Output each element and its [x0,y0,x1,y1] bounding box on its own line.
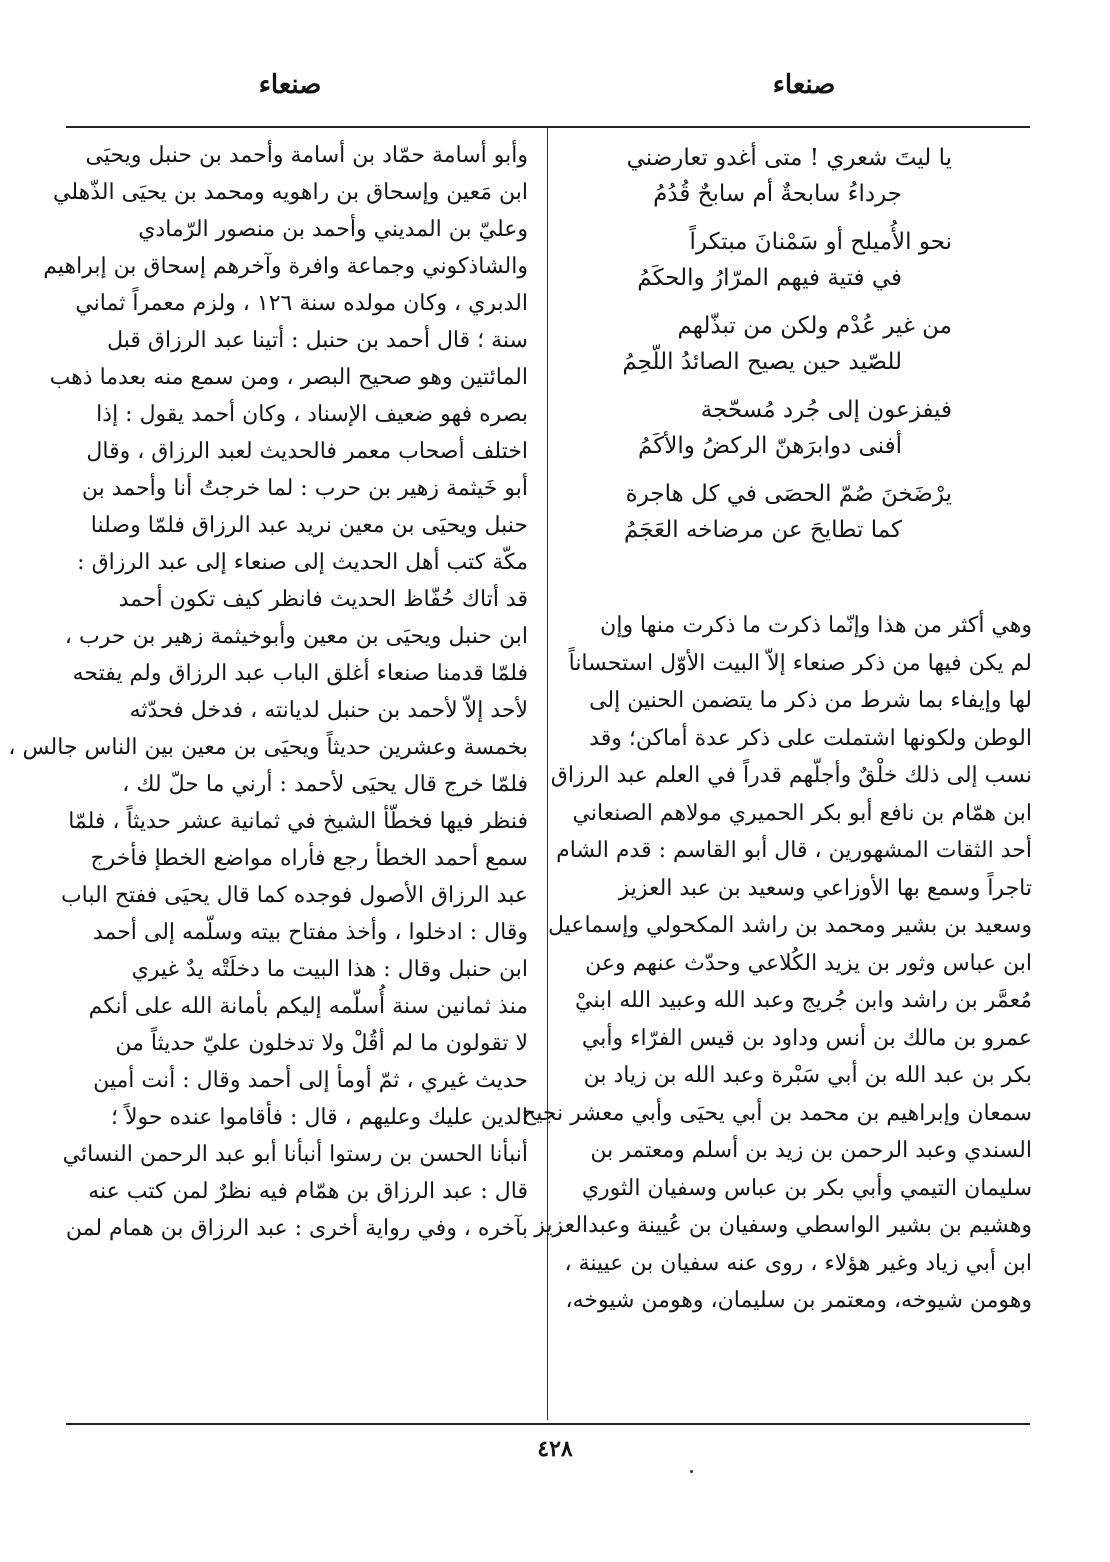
text-line: وهومن شيوخه، ومعتمر بن سليمان، وهومن شيوخه، [565,1288,1032,1313]
text-line: المائتين وهو صحيح البصر ، ومن سمع منه بعدما ذهب [49,365,528,390]
text-line: سليمان التيمي وأبي بكر بن عباس وسفيان الثوري [581,1175,1032,1201]
text-line: وهي أكثر من هذا وإنّما ذكرت ما ذكرت منها وإن [600,613,1032,638]
poem-verse [572,392,952,464]
text-line: مكّة كتب أهل الحديث إلى صنعاء إلى عبد الرزاق : [77,550,528,575]
text-line: لم يكن فيها من ذكر صنعاء إلاّ البيت الأوّل استحساناً [568,650,1032,676]
text-line: فنظر فيها فخطّأ الشيخ في ثمانية عشر حديثاً ، فلمّا [68,809,528,834]
verse-first-hemistich: نحو الأُميلح أو سَمْنانَ مبتكراً [689,229,952,255]
text-line: ابن أبي زياد وغير هؤلاء ، روى عنه سفيان بن عيينة ، [564,1250,1032,1276]
text-line: منذ ثمانين سنة أُسلّمه إليكم بأمانة الله على أنكم [88,994,528,1019]
text-line: ابن حنبل ويحيَى بن معين وأبوخيثمة زهير بن حرب ، [64,624,528,649]
poem-verse [572,308,952,380]
text-line: والشاذكوني وجماعة وافرة وآخرهم إسحاق بن إبراهيم [43,254,528,279]
footer-rule [66,1423,1030,1425]
verse-first-hemistich: من غير عُدْم ولكن من تبذّلهم [677,313,952,339]
text-line: وسعيد بن بشير ومحمد بن راشد المكحولي وإسماعيل [548,913,1032,938]
text-line: ابن عباس وثور بن يزيد الكُلاعي وحدّث عنهم وعن [585,950,1032,976]
text-line: حديث غيري ، ثمّ أومأ إلى أحمد وقال : أنت أمين [93,1068,528,1093]
print-speck [690,1470,693,1473]
verse-second-hemistich: للصّيد حين يصيح الصائدُ اللّحِمُ [622,349,902,375]
text-line: عبد الرزاق الأصول فوجده كما قال يحيَى ففتح الباب [60,883,528,908]
text-line: عمرو بن مالك بن أنس وداود بن قيس الفرّاء وأبي [581,1025,1032,1051]
text-line: قال : عبد الرزاق بن همّام فيه نظرٌ لمن كتب عنه [88,1179,528,1204]
text-line: فلمّا خرج قال يحيَى لأحمد : أرني ما حلّ لك ، [122,772,528,797]
verse-first-hemistich: فيفزعون إلى جُرد مُسحّجة [700,397,952,423]
text-line: اختلف أصحاب معمر فالحديث لعبد الرزاق ، وقال [86,439,528,464]
text-line: لأحد إلاّ لأحمد بن حنبل لديانته ، فدخل فحدّثه [129,698,528,723]
text-line: فلمّا قدمنا صنعاء أغلق الباب عبد الرزاق ولم يفتحه [72,661,528,686]
text-line: الدبري ، وكان مولده سنة ١٢٦ ، ولزم معمراً ثماني [75,291,528,316]
text-line: وعليّ بن المديني وأحمد بن منصور الرّمادي [138,217,528,242]
text-line: بخمسة وعشرين حديثاً ويحيَى بن معين بين الناس جالس ، [8,735,528,760]
running-head-right: صنعاء [772,70,836,100]
text-line: سمع أحمد الخطأ رجع فأراه مواضع الخطإ فأخرج [90,846,528,871]
header-rule [66,126,1030,128]
text-line: بآخره ، وفي رواية أخرى : عبد الرزاق بن همام لمن [65,1216,528,1241]
text-line: الدين عليك وعليهم ، قال : فأقاموا عنده حولاً ؛ [111,1105,528,1130]
text-line: تاجراً وسمع بها الأوزاعي وسعيد بن عبد العزيز [618,875,1032,901]
poem-verse [572,140,952,212]
text-line: سنة ؛ قال أحمد بن حنبل : أتينا عبد الرزاق قبل [107,328,528,353]
text-line: وهشيم بن بشير الواسطي وسفيان بن عُيينة وعبدالعزيز [534,1213,1032,1238]
right-column-text [522,607,1032,1320]
text-line: نسب إلى ذلك خلْقٌ وأجلّهم قدراً في العلم عبد الرزاق [550,763,1032,788]
text-line: لا تقولون ما لم أقُلْ ولا تدخلون عليّ حديثاً من [115,1031,528,1056]
running-head-left: صنعاء [258,70,322,100]
text-line: أنبأنا الحسن بن رستوا أنبأنا أبو عبد الرحمن النسائي [62,1142,528,1167]
text-line: لها وإيفاء بما شرط من ذكر ما يتضمن الحنين إلى [589,688,1032,713]
verse-first-hemistich: يرْضَخنَ صُمّ الحصَى في كل هاجرة [625,481,952,507]
text-line: بكر بن عبد الله بن أبي سَبْرة وعبد الله بن زياد بن [583,1063,1032,1088]
text-line: ابن مَعين وإسحاق بن راهويه ومحمد بن يحيَى الذّهلي [53,180,528,205]
verse-first-hemistich: يا ليتَ شعري ! متى أغدو تعارضني [626,145,952,171]
text-line: ابن حنبل وقال : هذا البيت ما دخلَتْه يدٌ غيري [131,957,528,982]
verse-second-hemistich: في فتية فيهم المرّارُ والحكَمُ [637,265,902,291]
text-line: السندي وعبد الرحمن بن زيد بن أسلم ومعتمر بن [590,1138,1032,1163]
text-line: أبو خَيثمة زهير بن حرب : لما خرجتُ أنا وأحمد بن [81,476,528,501]
poem-verse [572,224,952,296]
verse-second-hemistich: أفنى دوابرَهنّ الركضُ والأكَمُ [638,433,902,459]
page-number: ٤٢٨ [537,1436,573,1462]
text-line: ابن همّام بن نافع أبو بكر الحميري مولاهم الصنعاني [572,800,1032,826]
text-line: حنبل ويحيَى بن معين نريد عبد الرزاق فلمّا وصلنا [90,513,528,538]
text-line: أحد الثقات المشهورين ، قال أبو القاسم : قدم الشام [556,838,1032,863]
text-line: الوطن ولكونها اشتملت على ذكر عدة أماكن؛ وقد [589,725,1032,751]
verse-second-hemistich: كما تطايحَ عن مرضاخه العَجَمُ [624,517,902,543]
verse-second-hemistich: جرداءُ سابحةٌ أم سابحٌ قُدُمُ [653,181,902,207]
poem-verse [572,476,952,548]
text-line: سمعان وإبراهيم بن محمد بن أبي يحيَى وأبي معشر نجيح [522,1100,1032,1126]
text-line: قد أتاك حُفّاظ الحديث فانظر كيف تكون أحمد [118,587,528,612]
poem-block [572,140,952,560]
left-column-text [8,137,528,1247]
text-line: وقال : ادخلوا ، وأخذ مفتاح بيته وسلّمه إلى أحمد [92,920,528,945]
text-line: بصره فهو ضعيف الإسناد ، وكان أحمد يقول : إذا [96,402,528,427]
text-line: وأبو أسامة حمّاد بن أسامة وأحمد بن حنبل ويحيَى [85,143,528,168]
text-line: مُعمَّر بن راشد وابن جُريج وعبد الله وعبيد الله ابنيْ [575,988,1032,1013]
